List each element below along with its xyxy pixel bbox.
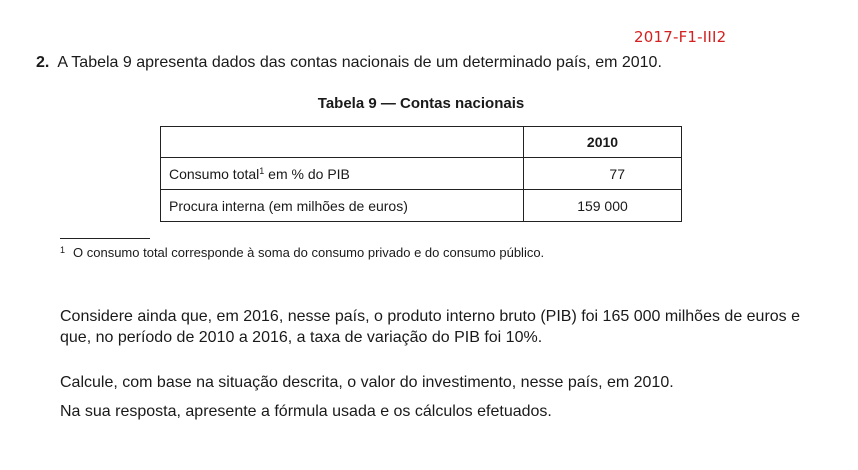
instruction-paragraph: Na sua resposta, apresente a fórmula usada e os cálculos efetuados. bbox=[60, 403, 552, 420]
context-paragraph: Considere ainda que, em 2016, nesse país, o produto interno bruto (PIB) foi 165 000 milhões de euros e que, no período de 2010 a 2016, a taxa de variação do PIB foi 10%. bbox=[60, 308, 801, 346]
footnote-ref: 1 bbox=[259, 165, 265, 176]
table-title: Tabela 9 — Contas nacionais bbox=[317, 95, 525, 112]
header-year-cell: 2010 bbox=[524, 127, 682, 158]
row-label-cell: Procura interna (em milhões de euros) bbox=[161, 190, 524, 222]
header-label-cell bbox=[161, 127, 524, 158]
row-label-suffix: em % do PIB bbox=[264, 165, 350, 182]
row-label-text: Consumo total bbox=[169, 165, 260, 182]
table-row bbox=[161, 190, 682, 222]
row-value-cell: 77 bbox=[524, 158, 682, 190]
question-text: A Tabela 9 apresenta dados das contas nacionais de um determinado país, em 2010. bbox=[57, 54, 662, 71]
footnote-marker: 1 bbox=[60, 245, 66, 255]
table-row bbox=[161, 158, 682, 190]
footnote-text: O consumo total corresponde à soma do consumo privado e do consumo público. bbox=[73, 245, 545, 260]
exam-code-tag: 2017-F1-III2 bbox=[634, 28, 727, 46]
task-paragraph: Calcule, com base na situação descrita, o valor do investimento, nesse país, em 2010. bbox=[60, 374, 674, 391]
table-header-row bbox=[161, 127, 682, 158]
footnote-divider bbox=[60, 238, 150, 239]
footnote bbox=[60, 245, 544, 260]
question-statement bbox=[36, 54, 662, 72]
national-accounts-table bbox=[160, 126, 682, 222]
question-number: 2. bbox=[36, 54, 50, 71]
row-value-cell: 159 000 bbox=[524, 190, 682, 222]
row-label-cell bbox=[161, 158, 524, 190]
